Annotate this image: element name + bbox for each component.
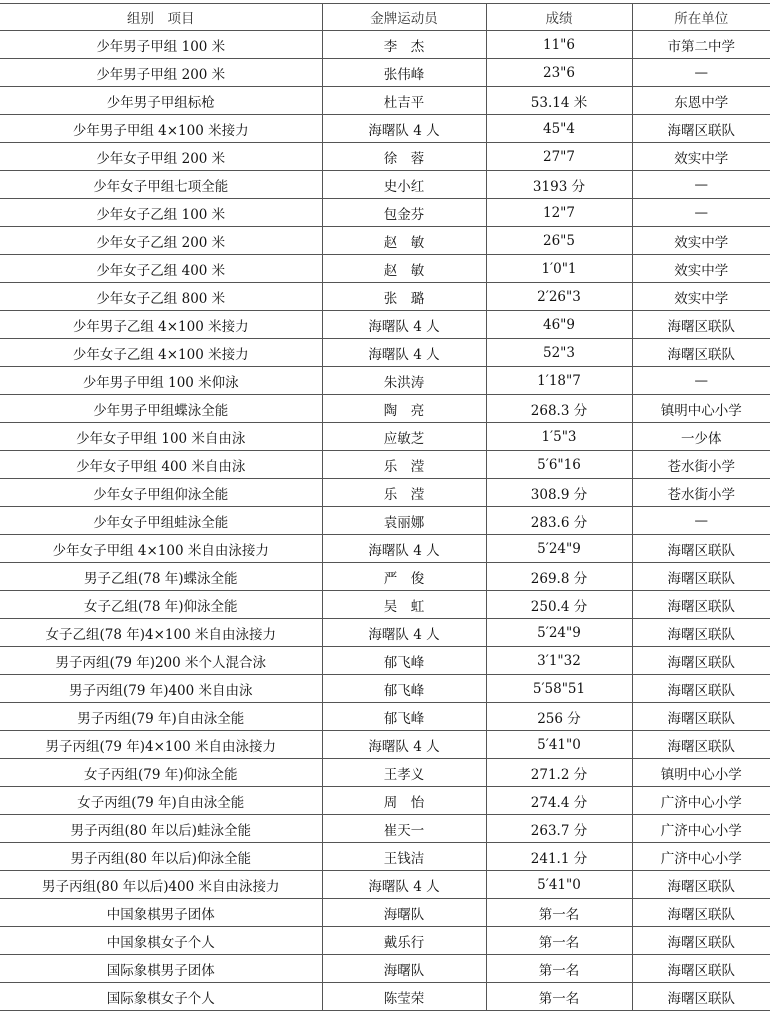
cell-event: 男子丙组(80 年以后)蛙泳全能	[0, 815, 322, 843]
cell-event: 男子乙组(78 年)蝶泳全能	[0, 563, 322, 591]
cell-result: 11"6	[486, 31, 632, 59]
cell-unit: 海曙区联队	[632, 871, 770, 899]
table-row	[0, 871, 770, 899]
cell-unit: 广济中心小学	[632, 815, 770, 843]
table-row	[0, 619, 770, 647]
cell-unit: 东恩中学	[632, 87, 770, 115]
cell-event: 少年男子甲组蝶泳全能	[0, 395, 322, 423]
cell-athlete: 乐 滢	[322, 451, 486, 479]
table-row	[0, 647, 770, 675]
cell-unit: 海曙区联队	[632, 703, 770, 731]
cell-unit: 镇明中心小学	[632, 759, 770, 787]
cell-result: 5′58"51	[486, 675, 632, 703]
cell-event: 少年女子甲组 4×100 米自由泳接力	[0, 535, 322, 563]
cell-result: 1′5"3	[486, 423, 632, 451]
cell-unit: —	[632, 59, 770, 87]
cell-athlete: 赵 敏	[322, 255, 486, 283]
cell-event: 少年女子甲组 100 米自由泳	[0, 423, 322, 451]
cell-unit: 效实中学	[632, 143, 770, 171]
table-row	[0, 311, 770, 339]
cell-unit: 海曙区联队	[632, 927, 770, 955]
cell-unit: —	[632, 171, 770, 199]
cell-athlete: 海曙队	[322, 899, 486, 927]
cell-event: 少年女子乙组 100 米	[0, 199, 322, 227]
table-row	[0, 759, 770, 787]
cell-unit: 海曙区联队	[632, 563, 770, 591]
cell-result: 241.1 分	[486, 843, 632, 871]
cell-unit: 海曙区联队	[632, 311, 770, 339]
table-row	[0, 339, 770, 367]
cell-result: 5′6"16	[486, 451, 632, 479]
cell-result: 46"9	[486, 311, 632, 339]
cell-unit: 海曙区联队	[632, 955, 770, 983]
cell-event: 少年女子甲组蛙泳全能	[0, 507, 322, 535]
cell-event: 男子丙组(79 年)400 米自由泳	[0, 675, 322, 703]
cell-result: 250.4 分	[486, 591, 632, 619]
cell-result: 2′26"3	[486, 283, 632, 311]
cell-result: 269.8 分	[486, 563, 632, 591]
cell-unit: 海曙区联队	[632, 115, 770, 143]
cell-result: 274.4 分	[486, 787, 632, 815]
cell-event: 少年女子甲组 200 米	[0, 143, 322, 171]
cell-athlete: 徐 蓉	[322, 143, 486, 171]
table-row	[0, 703, 770, 731]
cell-event: 男子丙组(79 年)自由泳全能	[0, 703, 322, 731]
cell-unit: 海曙区联队	[632, 675, 770, 703]
cell-result: 5′24"9	[486, 535, 632, 563]
cell-unit: 广济中心小学	[632, 787, 770, 815]
cell-event: 国际象棋男子团体	[0, 955, 322, 983]
cell-event: 少年男子甲组 4×100 米接力	[0, 115, 322, 143]
cell-unit: 海曙区联队	[632, 899, 770, 927]
cell-result: 52"3	[486, 339, 632, 367]
cell-result: 第一名	[486, 983, 632, 1011]
cell-result: 271.2 分	[486, 759, 632, 787]
cell-result: 308.9 分	[486, 479, 632, 507]
cell-event: 女子乙组(78 年)4×100 米自由泳接力	[0, 619, 322, 647]
cell-result: 45"4	[486, 115, 632, 143]
table-row	[0, 59, 770, 87]
cell-result: 第一名	[486, 927, 632, 955]
cell-athlete: 周 怡	[322, 787, 486, 815]
table-row	[0, 563, 770, 591]
cell-athlete: 王孝义	[322, 759, 486, 787]
cell-result: 第一名	[486, 955, 632, 983]
cell-athlete: 海曙队 4 人	[322, 619, 486, 647]
cell-athlete: 应敏芝	[322, 423, 486, 451]
cell-unit: 市第二中学	[632, 31, 770, 59]
table-body	[0, 31, 770, 1011]
cell-event: 少年女子甲组七项全能	[0, 171, 322, 199]
cell-result: 12"7	[486, 199, 632, 227]
cell-athlete: 海曙队 4 人	[322, 339, 486, 367]
cell-athlete: 海曙队 4 人	[322, 535, 486, 563]
cell-athlete: 海曙队 4 人	[322, 115, 486, 143]
table-row	[0, 367, 770, 395]
table-row	[0, 731, 770, 759]
table-header-row	[0, 4, 770, 31]
table-row	[0, 927, 770, 955]
cell-result: 263.7 分	[486, 815, 632, 843]
cell-event: 少年女子甲组仰泳全能	[0, 479, 322, 507]
cell-athlete: 郁飞峰	[322, 703, 486, 731]
cell-athlete: 包金芬	[322, 199, 486, 227]
cell-unit: —	[632, 367, 770, 395]
cell-athlete: 海曙队	[322, 955, 486, 983]
cell-unit: 一少体	[632, 423, 770, 451]
cell-unit: 海曙区联队	[632, 339, 770, 367]
cell-event: 中国象棋男子团体	[0, 899, 322, 927]
cell-athlete: 袁丽娜	[322, 507, 486, 535]
header-athlete: 金牌运动员	[322, 4, 486, 31]
table-row	[0, 87, 770, 115]
table-row	[0, 143, 770, 171]
table-row	[0, 787, 770, 815]
table-row	[0, 31, 770, 59]
header-event: 组别 项目	[0, 4, 322, 31]
cell-event: 女子乙组(78 年)仰泳全能	[0, 591, 322, 619]
table-row	[0, 115, 770, 143]
cell-athlete: 朱洪涛	[322, 367, 486, 395]
table-row	[0, 955, 770, 983]
cell-athlete: 赵 敏	[322, 227, 486, 255]
cell-athlete: 海曙队 4 人	[322, 311, 486, 339]
cell-event: 女子丙组(79 年)仰泳全能	[0, 759, 322, 787]
cell-event: 少年女子乙组 400 米	[0, 255, 322, 283]
table-row	[0, 199, 770, 227]
table-row	[0, 843, 770, 871]
cell-unit: 效实中学	[632, 283, 770, 311]
cell-result: 5′41"0	[486, 871, 632, 899]
table-row	[0, 899, 770, 927]
cell-unit: 海曙区联队	[632, 983, 770, 1011]
cell-event: 少年男子乙组 4×100 米接力	[0, 311, 322, 339]
table-row	[0, 283, 770, 311]
cell-unit: 广济中心小学	[632, 843, 770, 871]
table-row	[0, 451, 770, 479]
cell-athlete: 张 璐	[322, 283, 486, 311]
table-row	[0, 479, 770, 507]
cell-result: 1′0"1	[486, 255, 632, 283]
cell-athlete: 严 俊	[322, 563, 486, 591]
cell-athlete: 海曙队 4 人	[322, 871, 486, 899]
cell-event: 少年男子甲组 100 米	[0, 31, 322, 59]
cell-result: 第一名	[486, 899, 632, 927]
cell-event: 国际象棋女子个人	[0, 983, 322, 1011]
cell-event: 少年男子甲组 100 米仰泳	[0, 367, 322, 395]
cell-athlete: 郁飞峰	[322, 675, 486, 703]
cell-athlete: 李 杰	[322, 31, 486, 59]
cell-athlete: 乐 滢	[322, 479, 486, 507]
cell-result: 3193 分	[486, 171, 632, 199]
cell-result: 256 分	[486, 703, 632, 731]
cell-event: 男子丙组(79 年)4×100 米自由泳接力	[0, 731, 322, 759]
cell-event: 少年女子甲组 400 米自由泳	[0, 451, 322, 479]
cell-result: 23"6	[486, 59, 632, 87]
cell-unit: 效实中学	[632, 255, 770, 283]
header-result: 成绩	[486, 4, 632, 31]
cell-result: 268.3 分	[486, 395, 632, 423]
cell-event: 少年男子甲组标枪	[0, 87, 322, 115]
table-row	[0, 815, 770, 843]
table-row	[0, 591, 770, 619]
table-row	[0, 227, 770, 255]
cell-result: 3′1"32	[486, 647, 632, 675]
cell-unit: 苍水街小学	[632, 451, 770, 479]
cell-event: 少年女子乙组 4×100 米接力	[0, 339, 322, 367]
header-unit: 所在单位	[632, 4, 770, 31]
cell-event: 中国象棋女子个人	[0, 927, 322, 955]
cell-athlete: 王钱洁	[322, 843, 486, 871]
cell-athlete: 陈莹荣	[322, 983, 486, 1011]
cell-athlete: 杜吉平	[322, 87, 486, 115]
cell-event: 男子丙组(80 年以后)400 米自由泳接力	[0, 871, 322, 899]
cell-result: 1′18"7	[486, 367, 632, 395]
cell-unit: 海曙区联队	[632, 535, 770, 563]
cell-result: 26"5	[486, 227, 632, 255]
cell-unit: —	[632, 199, 770, 227]
table-row	[0, 507, 770, 535]
cell-result: 283.6 分	[486, 507, 632, 535]
cell-athlete: 张伟峰	[322, 59, 486, 87]
cell-unit: 效实中学	[632, 227, 770, 255]
cell-event: 少年男子甲组 200 米	[0, 59, 322, 87]
cell-athlete: 史小红	[322, 171, 486, 199]
cell-athlete: 陶 亮	[322, 395, 486, 423]
cell-athlete: 戴乐行	[322, 927, 486, 955]
cell-event: 男子丙组(79 年)200 米个人混合泳	[0, 647, 322, 675]
cell-athlete: 崔天一	[322, 815, 486, 843]
cell-unit: 镇明中心小学	[632, 395, 770, 423]
cell-event: 少年女子乙组 800 米	[0, 283, 322, 311]
cell-unit: 海曙区联队	[632, 731, 770, 759]
cell-athlete: 吴 虹	[322, 591, 486, 619]
cell-athlete: 郁飞峰	[322, 647, 486, 675]
cell-unit: —	[632, 507, 770, 535]
table-row	[0, 535, 770, 563]
table-row	[0, 255, 770, 283]
table-row	[0, 423, 770, 451]
table-row	[0, 395, 770, 423]
cell-result: 53.14 米	[486, 87, 632, 115]
cell-unit: 海曙区联队	[632, 591, 770, 619]
table-row	[0, 171, 770, 199]
table-row	[0, 675, 770, 703]
cell-unit: 苍水街小学	[632, 479, 770, 507]
cell-event: 女子丙组(79 年)自由泳全能	[0, 787, 322, 815]
cell-unit: 海曙区联队	[632, 619, 770, 647]
table-row	[0, 983, 770, 1011]
cell-result: 5′24"9	[486, 619, 632, 647]
cell-athlete: 海曙队 4 人	[322, 731, 486, 759]
cell-unit: 海曙区联队	[632, 647, 770, 675]
cell-result: 27"7	[486, 143, 632, 171]
cell-event: 少年女子乙组 200 米	[0, 227, 322, 255]
cell-result: 5′41"0	[486, 731, 632, 759]
cell-event: 男子丙组(80 年以后)仰泳全能	[0, 843, 322, 871]
results-table	[0, 3, 770, 1011]
